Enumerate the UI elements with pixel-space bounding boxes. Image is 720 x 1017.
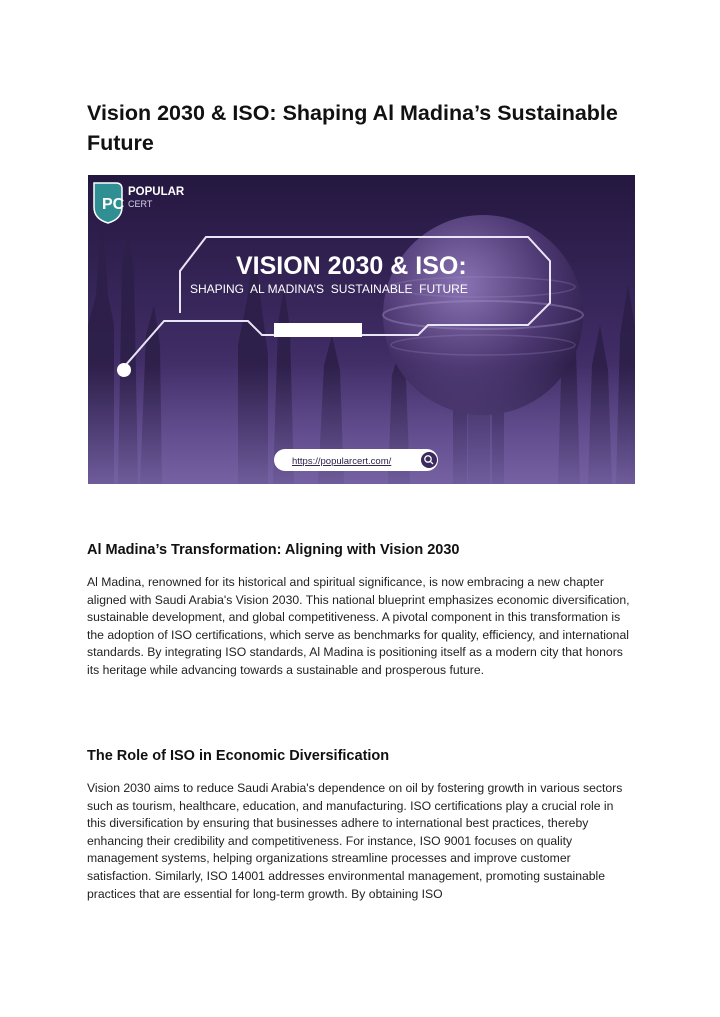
url-pill[interactable] [274, 449, 438, 471]
url-text[interactable]: https://popularcert.com/ [292, 456, 392, 467]
logo-name: POPULAR [128, 186, 185, 198]
logo-monogram: PC [102, 196, 125, 213]
banner-headline: VISION 2030 & ISO: [236, 252, 467, 280]
section-paragraph: Vision 2030 aims to reduce Saudi Arabia's dependence on oil by fostering growth in various sectors such as tourism, healthcare, education, and manufacturing. ISO certifications play a crucial role in this diversification by ensuring that businesses adhere to international best practices, thereby enhancing their credibility and competitiveness. For instance, ISO 9001 focuses on quality management systems, helping organizations streamline processes and improve customer satisfaction. Similarly, ISO 14001 addresses environmental management, promoting sustainable practices that are essential for long-term growth. By obtaining ISO [87, 781, 623, 901]
logo-sub: CERT [128, 199, 153, 209]
banner-subheadline: SHAPING AL MADINA’S SUSTAINABLE FUTURE [190, 282, 468, 296]
connector-dot [117, 363, 131, 377]
frame-tab [274, 323, 362, 337]
search-icon[interactable] [421, 452, 437, 468]
section-heading: Al Madina’s Transformation: Aligning with Vision 2030 [87, 542, 460, 558]
hero-banner-image [88, 175, 635, 484]
section-paragraph: Al Madina, renowned for its historical and spiritual significance, is now embracing a new chapter aligned with Saudi Arabia's Vision 2030. This national blueprint emphasizes economic diversification, sustainable development, and global competitiveness. A pivotal component in this transformation is the adoption of ISO certifications, which serve as benchmarks for quality, efficiency, and international standards. By integrating ISO standards, Al Madina is positioning itself as a modern city that honors its heritage while advancing towards a sustainable and prosperous future. [87, 575, 630, 677]
section-heading: The Role of ISO in Economic Diversification [87, 748, 390, 764]
page-title: Vision 2030 & ISO: Shaping Al Madina’s Sustainable Future [87, 101, 618, 155]
